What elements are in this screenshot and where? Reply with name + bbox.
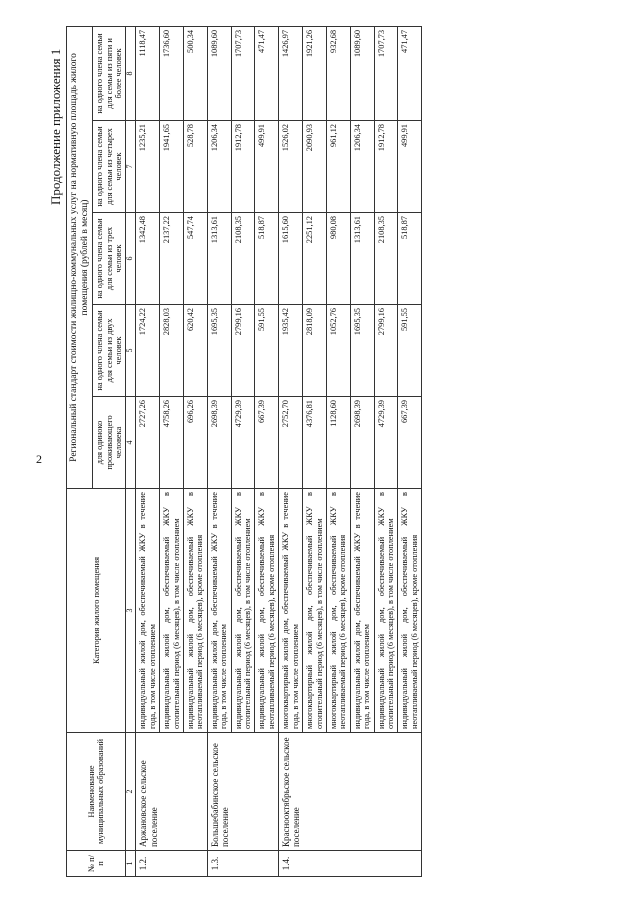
cost-value: 471,47 [255, 26, 279, 120]
column-number: 4 [126, 397, 136, 489]
cost-value: 499,91 [255, 121, 279, 213]
cost-value: 961,12 [326, 121, 350, 213]
housing-category: многоквартирный жилой дом, обеспечиваемый ЖКУ в неотапливаемый период (6 месяцев), кроме отопления [326, 489, 350, 733]
table-row [136, 26, 160, 876]
cost-value: 2698,39 [207, 397, 231, 489]
cost-value: 2108,35 [231, 213, 255, 305]
municipality-name: Краснооктябрьское сельское поселение [279, 733, 422, 851]
cost-value: 1724,22 [136, 305, 160, 397]
cost-value: 591,55 [398, 305, 422, 397]
cost-value: 1707,73 [374, 26, 398, 120]
cost-value: 1089,60 [350, 26, 374, 120]
column-number-row [126, 26, 136, 876]
cost-value: 1695,35 [350, 305, 374, 397]
row-number: 1.3. [207, 851, 278, 877]
cost-value: 2818,09 [303, 305, 327, 397]
cost-value: 1426,97 [279, 26, 303, 120]
header-num: № п/п [67, 851, 126, 877]
cost-value: 1128,60 [326, 397, 350, 489]
cost-value: 1736,60 [160, 26, 184, 120]
cost-value: 1526,02 [279, 121, 303, 213]
housing-category: индивидуальный жилой дом, обеспечиваемый ЖКУ в неотапливаемый период (6 месяцев), кроме отопления [255, 489, 279, 733]
cost-value: 1313,61 [350, 213, 374, 305]
housing-category: индивидуальный жилой дом, обеспечиваемый ЖКУ в течение года, в том числе отоплением [350, 489, 374, 733]
table-row [207, 26, 231, 876]
page-number: 2 [36, 452, 42, 466]
cost-value: 1206,34 [350, 121, 374, 213]
header-category: Категория жилого помещения [67, 489, 126, 733]
continuation-title: Продолжение приложения 1 [48, 48, 63, 205]
cost-value: 2727,26 [136, 397, 160, 489]
column-number: 5 [126, 305, 136, 397]
cost-value: 500,34 [184, 26, 208, 120]
row-number: 1.2. [136, 851, 207, 877]
cost-value: 932,68 [326, 26, 350, 120]
cost-value: 2828,03 [160, 305, 184, 397]
cost-value: 1941,65 [160, 121, 184, 213]
cost-value: 2698,39 [350, 397, 374, 489]
table-row [279, 26, 303, 876]
header-name: Наименование муниципальных образований [67, 733, 126, 851]
housing-category: многоквартирный жилой дом, обеспечиваемый ЖКУ в течение года, в том числе отоплением [279, 489, 303, 733]
housing-category: индивидуальный жилой дом, обеспечиваемый ЖКУ в течение года, в том числе отоплением [136, 489, 160, 733]
cost-value: 1235,21 [136, 121, 160, 213]
cost-value: 499,91 [398, 121, 422, 213]
cost-value: 4758,26 [160, 397, 184, 489]
table-body [136, 26, 422, 876]
cost-value: 1118,47 [136, 26, 160, 120]
cost-value: 518,87 [398, 213, 422, 305]
cost-value: 667,39 [398, 397, 422, 489]
column-number: 6 [126, 213, 136, 305]
cost-value: 696,26 [184, 397, 208, 489]
cost-value: 2799,16 [374, 305, 398, 397]
cost-value: 528,78 [184, 121, 208, 213]
header-group: Региональный стандарт стоимости жилищно-коммунальных услуг на нормативную площадь жилого помещения (рублей в месяц) [67, 26, 93, 488]
header-sub: на одного члена семьи для семьи из пяти и более человек [93, 26, 126, 120]
cost-value: 2108,35 [374, 213, 398, 305]
cost-value: 1935,42 [279, 305, 303, 397]
municipality-name: Большебабинское сельское поселение [207, 733, 278, 851]
cost-value: 2137,22 [160, 213, 184, 305]
header-sub: на одного члена семьи для семьи из трех человек [93, 213, 126, 305]
cost-value: 547,74 [184, 213, 208, 305]
cost-value: 2752,70 [279, 397, 303, 489]
cost-value: 591,55 [255, 305, 279, 397]
housing-category: индивидуальный жилой дом, обеспечиваемый ЖКУ в отопительный период (6 месяцев), в том числе отоплением [231, 489, 255, 733]
header-sub: для одиноко проживающего человека [93, 397, 126, 489]
cost-value: 1313,61 [207, 213, 231, 305]
cost-value: 4729,39 [231, 397, 255, 489]
column-number: 3 [126, 489, 136, 733]
header-sub: на одного члена семьи для семьи из четырех человек [93, 121, 126, 213]
cost-value: 2090,93 [303, 121, 327, 213]
cost-value: 1912,78 [374, 121, 398, 213]
cost-value: 4376,81 [303, 397, 327, 489]
housing-cost-table [66, 26, 422, 877]
cost-value: 1052,76 [326, 305, 350, 397]
housing-category: индивидуальный жилой дом, обеспечиваемый ЖКУ в отопительный период (6 месяцев), в том числе отоплением [374, 489, 398, 733]
header-sub: на одного члена семьи для семьи из двух человек [93, 305, 126, 397]
cost-value: 1089,60 [207, 26, 231, 120]
column-number: 7 [126, 121, 136, 213]
cost-value: 1921,26 [303, 26, 327, 120]
cost-value: 1615,60 [279, 213, 303, 305]
cost-value: 1206,34 [207, 121, 231, 213]
cost-value: 620,42 [184, 305, 208, 397]
cost-value: 518,87 [255, 213, 279, 305]
municipality-name: Аржановское сельское поселение [136, 733, 207, 851]
cost-value: 980,08 [326, 213, 350, 305]
row-number: 1.4. [279, 851, 422, 877]
column-number: 8 [126, 26, 136, 120]
housing-category: индивидуальный жилой дом, обеспечиваемый ЖКУ в неотапливаемый период (6 месяцев), кроме отопления [184, 489, 208, 733]
column-number: 1 [126, 851, 136, 877]
housing-category: индивидуальный жилой дом, обеспечиваемый ЖКУ в неотапливаемый период (6 месяцев), кроме отопления [398, 489, 422, 733]
cost-value: 4729,39 [374, 397, 398, 489]
housing-category: индивидуальный жилой дом, обеспечиваемый ЖКУ в течение года, в том числе отоплением [207, 489, 231, 733]
cost-value: 2251,12 [303, 213, 327, 305]
cost-value: 1707,73 [231, 26, 255, 120]
cost-value: 667,39 [255, 397, 279, 489]
cost-value: 471,47 [398, 26, 422, 120]
cost-value: 2799,16 [231, 305, 255, 397]
cost-value: 1695,35 [207, 305, 231, 397]
housing-category: многоквартирный жилой дом, обеспечиваемый ЖКУ в отопительный период (6 месяцев), в том числе отоплением [303, 489, 327, 733]
column-number: 2 [126, 733, 136, 851]
cost-value: 1342,48 [136, 213, 160, 305]
cost-value: 1912,78 [231, 121, 255, 213]
housing-category: индивидуальный жилой дом, обеспечиваемый ЖКУ в отопительный период (6 месяцев), в том числе отоплением [160, 489, 184, 733]
